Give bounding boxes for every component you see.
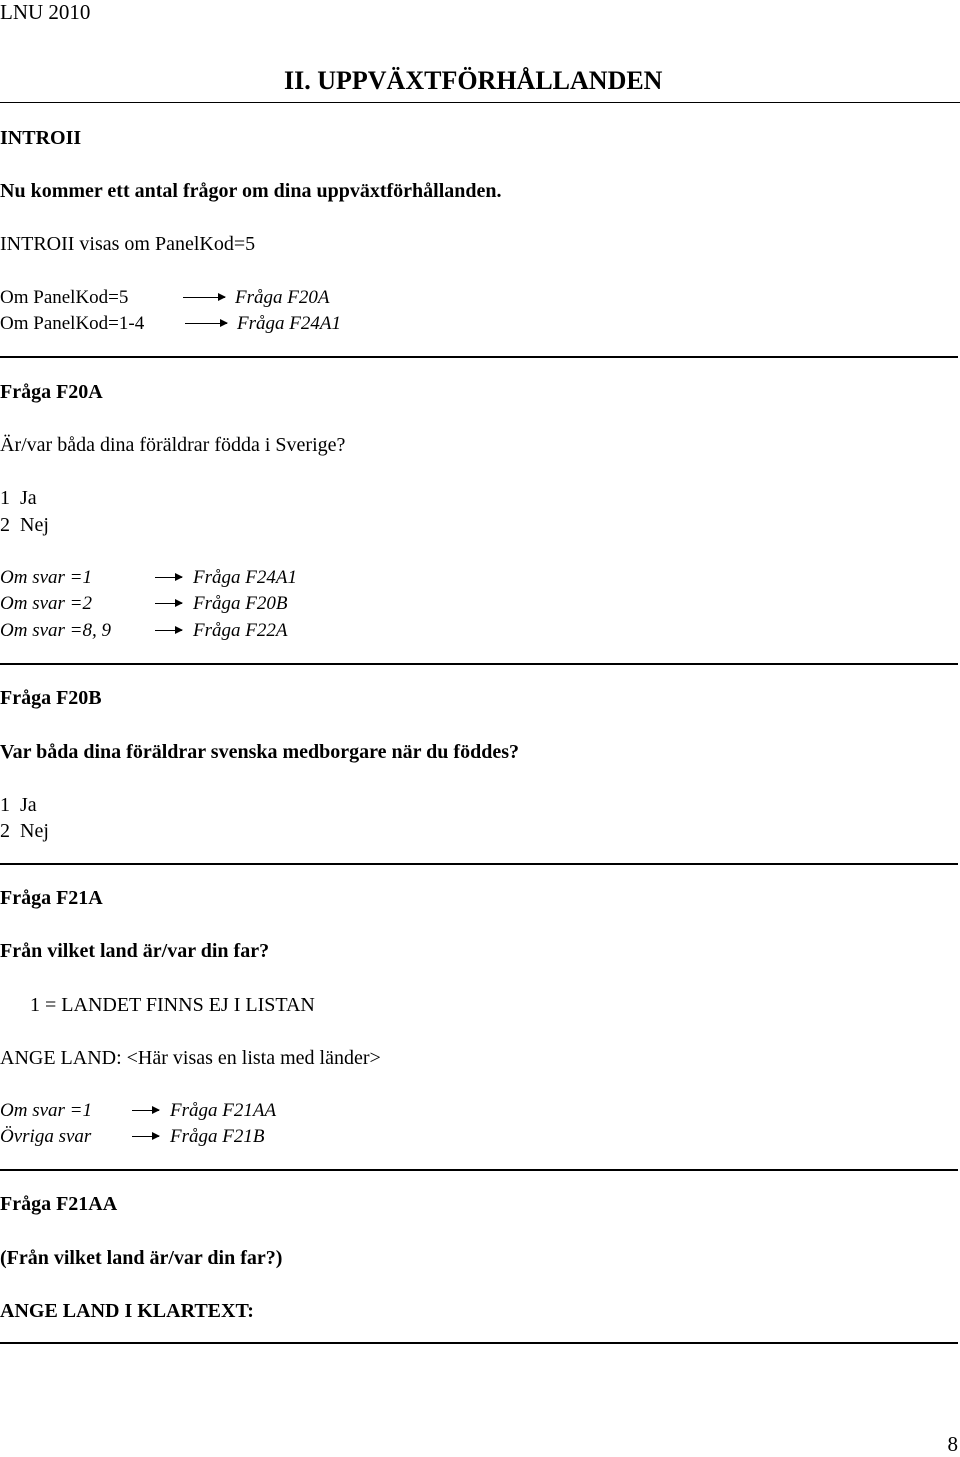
f20a-routing-target-1: Fråga F24A1 [193, 567, 297, 588]
intro-label: INTROII [0, 127, 82, 149]
f20b-label: Fråga F20B [0, 687, 102, 709]
f20a-routing-target-2: Fråga F20B [193, 593, 288, 614]
section-rule [0, 1342, 958, 1344]
f20a-option-2: 2 Nej [0, 514, 49, 536]
f21a-instruction: ANGE LAND: <Här visas en lista med länder> [0, 1047, 381, 1069]
f20a-routing-cond-2: Om svar =2 [0, 593, 92, 614]
section-title: II. UPPVÄXTFÖRHÅLLANDEN [284, 66, 663, 95]
f21aa-label: Fråga F21AA [0, 1193, 118, 1215]
f21a-routing-cond-1: Om svar =1 [0, 1100, 92, 1121]
f20b-option-1: 1 Ja [0, 794, 37, 816]
intro-routing-target-1: Fråga F20A [235, 287, 330, 308]
section-rule [0, 863, 958, 865]
f21a-routing-target-1: Fråga F21AA [170, 1100, 277, 1121]
arrow-icon [155, 630, 182, 631]
intro-routing-target-2: Fråga F24A1 [237, 313, 341, 334]
arrow-icon [132, 1136, 159, 1137]
f20a-option-1: 1 Ja [0, 487, 37, 509]
arrow-icon [155, 577, 182, 578]
f21a-label: Fråga F21A [0, 887, 103, 909]
intro-routing-cond-2: Om PanelKod=1-4 [0, 313, 145, 334]
arrow-icon [183, 297, 225, 298]
f21aa-instruction: ANGE LAND I KLARTEXT: [0, 1300, 254, 1322]
f21a-routing-cond-2: Övriga svar [0, 1126, 92, 1147]
f20b-option-2: 2 Nej [0, 820, 49, 842]
f20b-question: Var båda dina föräldrar svenska medborgare när du föddes? [0, 741, 519, 763]
arrow-icon [185, 323, 227, 324]
f20a-routing-cond-3: Om svar =8, 9 [0, 620, 111, 641]
intro-text: Nu kommer ett antal frågor om dina uppväxtförhållanden. [0, 180, 502, 202]
header-rule [0, 102, 960, 103]
f21a-routing-target-2: Fråga F21B [170, 1126, 265, 1147]
section-rule [0, 1169, 958, 1171]
section-rule [0, 663, 958, 665]
arrow-icon [132, 1110, 159, 1111]
page-number: 8 [947, 1432, 958, 1456]
f20a-question: Är/var båda dina föräldrar födda i Sverige? [0, 434, 346, 456]
intro-condition: INTROII visas om PanelKod=5 [0, 233, 256, 255]
f20a-routing-target-3: Fråga F22A [193, 620, 288, 641]
intro-routing-cond-1: Om PanelKod=5 [0, 287, 129, 308]
section-rule [0, 356, 958, 358]
f20a-routing-cond-1: Om svar =1 [0, 567, 92, 588]
f21a-question: Från vilket land är/var din far? [0, 940, 270, 962]
f21aa-question: (Från vilket land är/var din far?) [0, 1247, 283, 1269]
f21a-note: 1 = LANDET FINNS EJ I LISTAN [30, 994, 315, 1016]
doc-title: LNU 2010 [0, 0, 91, 24]
f20a-label: Fråga F20A [0, 381, 103, 403]
arrow-icon [155, 603, 182, 604]
